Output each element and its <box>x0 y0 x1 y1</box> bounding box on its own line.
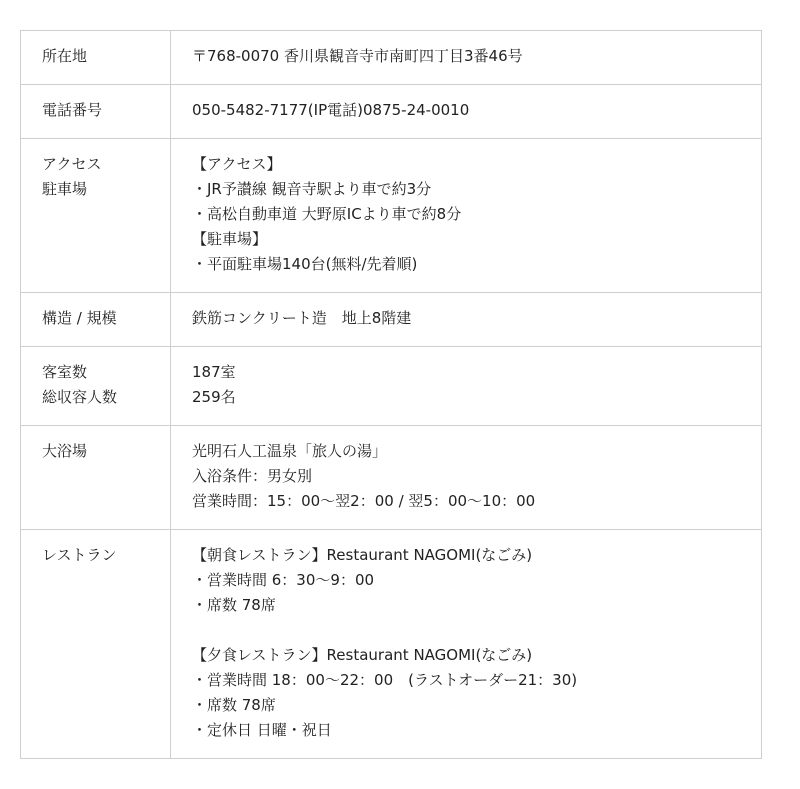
row-phone <box>21 85 762 139</box>
parking-label: 駐車場 <box>42 180 88 198</box>
breakfast-seats: ・席数 78席 <box>192 596 276 614</box>
rooms-value: 187室 <box>192 363 236 381</box>
restaurant-label-cell <box>21 530 171 759</box>
row-bath <box>21 426 762 530</box>
bath-value-cell <box>171 426 762 530</box>
dinner-closed-days: ・定休日 日曜・祝日 <box>192 721 332 739</box>
dinner-heading: 【夕食レストラン】Restaurant NAGOMI(なごみ) <box>192 646 533 664</box>
access-label: アクセス <box>42 155 102 173</box>
restaurant-label: レストラン <box>42 546 117 564</box>
capacity-label: 総収容人数 <box>42 388 118 406</box>
structure-value-cell <box>171 293 762 347</box>
restaurant-value-cell <box>171 530 762 759</box>
rooms-label: 客室数 <box>42 363 88 381</box>
row-structure <box>21 293 762 347</box>
bath-label: 大浴場 <box>42 442 88 460</box>
phone-label: 電話番号 <box>42 101 103 119</box>
bath-condition: 入浴条件：男女別 <box>192 467 313 485</box>
bath-label-cell <box>21 426 171 530</box>
phone-label-cell <box>21 85 171 139</box>
access-heading: 【アクセス】 <box>192 155 282 173</box>
dinner-seats: ・席数 78席 <box>192 696 276 714</box>
parking-detail: ・平面駐車場140台(無料/先着順) <box>192 255 418 273</box>
access-value-cell <box>171 139 762 293</box>
address-label-cell <box>21 31 171 85</box>
phone-value: 050-5482-7177(IP電話)0875-24-0010 <box>192 101 470 119</box>
breakfast-hours: ・営業時間 6：30〜9：00 <box>192 571 375 589</box>
structure-label-cell <box>21 293 171 347</box>
parking-heading: 【駐車場】 <box>192 230 268 248</box>
structure-label: 構造 / 規模 <box>42 309 117 327</box>
capacity-value: 259名 <box>192 388 236 406</box>
structure-value: 鉄筋コンクリート造 地上8階建 <box>192 309 412 327</box>
rooms-label-cell <box>21 347 171 426</box>
address-value: 〒768-0070 香川県観音寺市南町四丁目3番46号 <box>192 47 523 65</box>
breakfast-heading: 【朝食レストラン】Restaurant NAGOMI(なごみ) <box>192 546 533 564</box>
bath-name: 光明石人工温泉「旅人の湯」 <box>192 442 388 460</box>
restaurant-spacer <box>192 618 761 643</box>
address-value-cell <box>171 31 762 85</box>
address-label: 所在地 <box>42 47 88 65</box>
facility-info-table <box>20 30 762 759</box>
access-car: ・高松自動車道 大野原ICより車で約8分 <box>192 205 462 223</box>
dinner-hours: ・営業時間 18：00〜22：00 (ラストオーダー21：30) <box>192 671 578 689</box>
row-address <box>21 31 762 85</box>
row-access-parking <box>21 139 762 293</box>
bath-hours: 営業時間：15：00〜翌2：00 / 翌5：00〜10：00 <box>192 492 536 510</box>
phone-value-cell <box>171 85 762 139</box>
rooms-value-cell <box>171 347 762 426</box>
access-label-cell <box>21 139 171 293</box>
row-rooms <box>21 347 762 426</box>
access-train: ・JR予讃線 観音寺駅より車で約3分 <box>192 180 432 198</box>
row-restaurant <box>21 530 762 759</box>
